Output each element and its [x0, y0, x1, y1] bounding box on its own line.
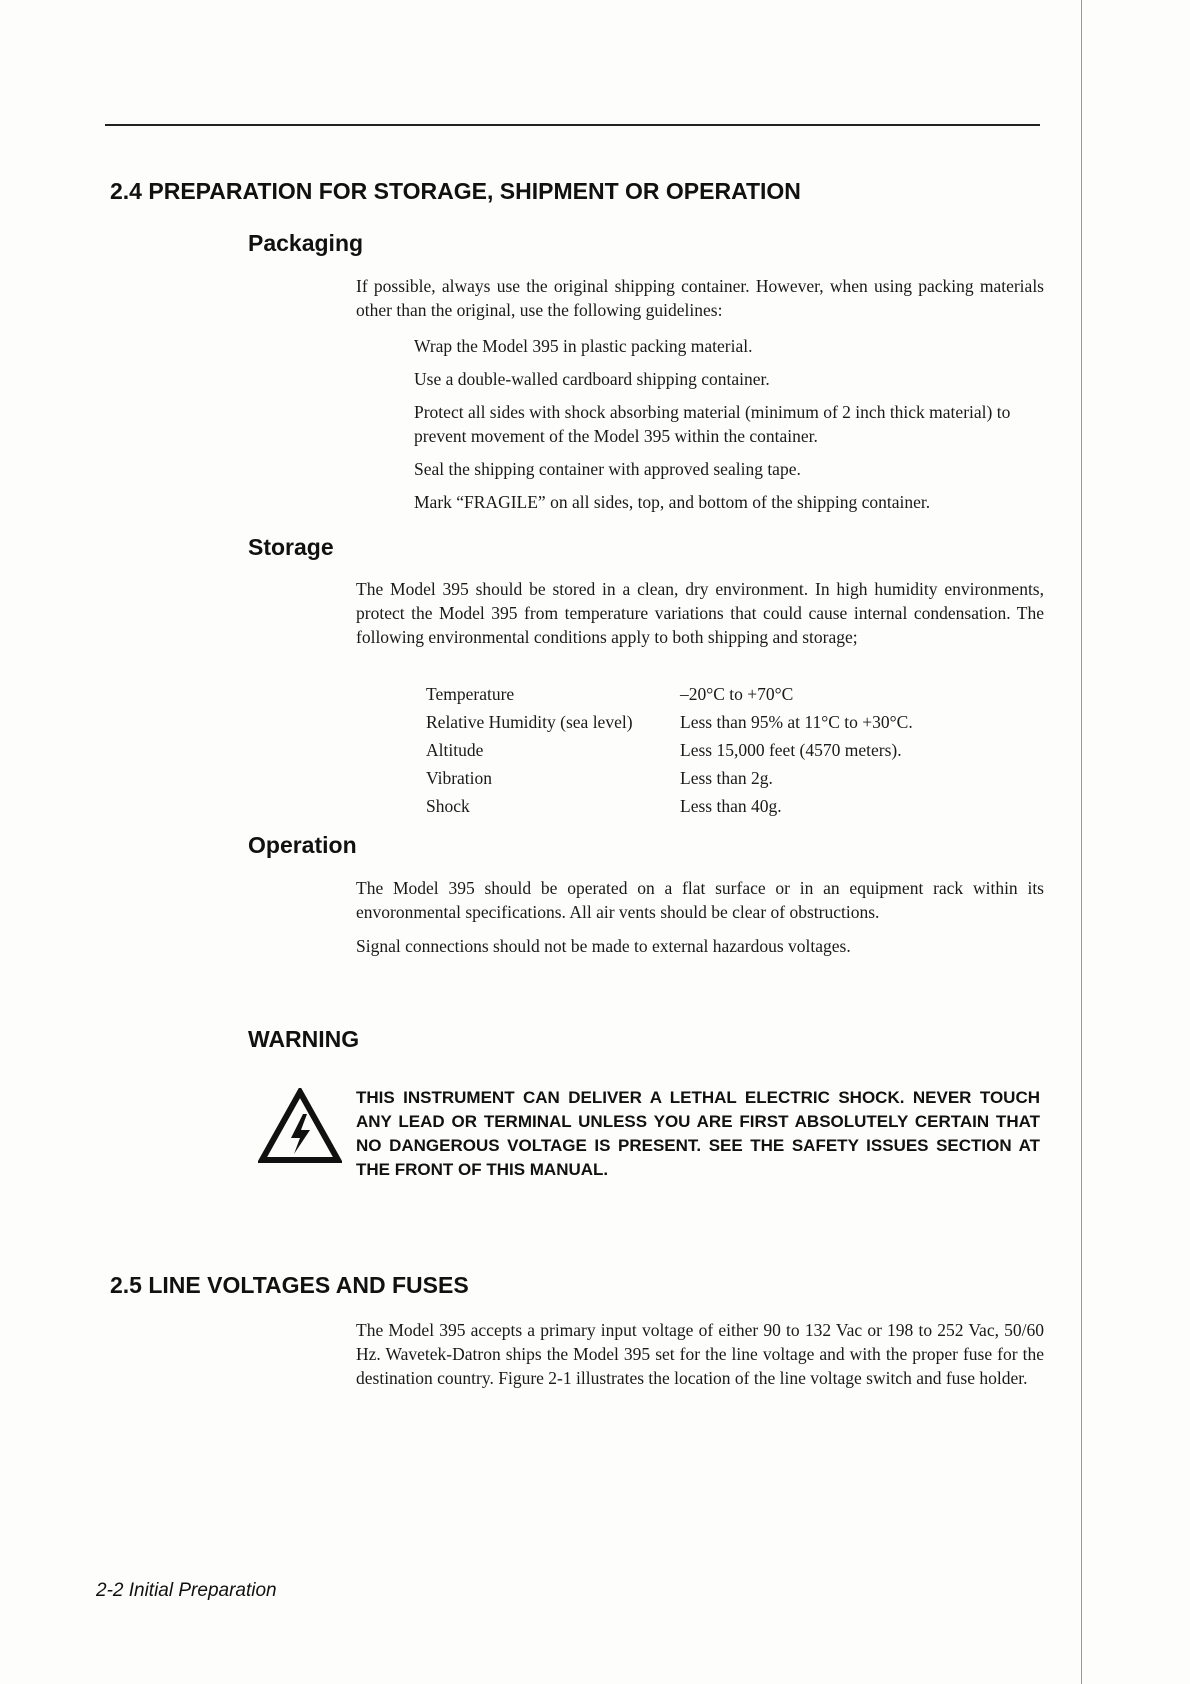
condition-name: Vibration	[426, 768, 493, 788]
operation-paragraph-2: Signal connections should not be made to external hazardous voltages.	[356, 936, 851, 956]
section-heading-2-5: 2.5 LINE VOLTAGES AND FUSES	[110, 1272, 469, 1298]
header-rule	[105, 124, 1040, 126]
list-item: Use a double-walled cardboard shipping container.	[414, 369, 770, 389]
packaging-guidelines-list	[414, 334, 1044, 523]
condition-value: –20°C to +70°C	[680, 684, 794, 704]
warning-heading: WARNING	[248, 1026, 360, 1052]
list-item: Seal the shipping container with approved sealing tape.	[414, 459, 801, 479]
condition-name: Altitude	[426, 740, 484, 760]
condition-value: Less than 40g.	[680, 796, 782, 816]
table-row	[426, 740, 913, 768]
packaging-heading: Packaging	[248, 230, 364, 256]
operation-paragraph-1: The Model 395 should be operated on a flat surface or in an equipment rack within its envoronmental specifications. All air vents should be clear of obstructions.	[356, 878, 1044, 922]
list-item: Wrap the Model 395 in plastic packing material.	[414, 336, 753, 356]
environmental-conditions-table	[426, 684, 913, 824]
table-row	[426, 796, 913, 824]
table-row	[426, 684, 913, 712]
section-heading-2-4: 2.4 PREPARATION FOR STORAGE, SHIPMENT OR OPERATION	[110, 178, 801, 204]
condition-value: Less than 2g.	[680, 768, 773, 788]
condition-name: Relative Humidity (sea level)	[426, 712, 633, 732]
high-voltage-warning-icon	[258, 1088, 342, 1164]
table-row	[426, 712, 913, 740]
warning-text: THIS INSTRUMENT CAN DELIVER A LETHAL ELECTRIC SHOCK. NEVER TOUCH ANY LEAD OR TERMINAL UNLESS YOU ARE FIRST ABSOLUTELY CERTAIN THAT NO DANGEROUS VOLTAGE IS PRESENT. SEE THE SAFETY ISSUES SECTION AT THE FRONT OF THIS MANUAL.	[356, 1088, 1040, 1179]
condition-value: Less than 95% at 11°C to +30°C.	[680, 712, 913, 732]
condition-value: Less 15,000 feet (4570 meters).	[680, 740, 902, 760]
condition-name: Temperature	[426, 684, 515, 704]
storage-heading: Storage	[248, 534, 334, 560]
storage-intro: The Model 395 should be stored in a clean, dry environment. In high humidity environments, protect the Model 395 from temperature variations that could cause internal condensation. The following environmental conditions apply to both shipping and storage;	[356, 579, 1044, 647]
operation-heading: Operation	[248, 832, 357, 858]
condition-name: Shock	[426, 796, 470, 816]
list-item: Protect all sides with shock absorbing material (minimum of 2 inch thick material) to prevent movement of the Model 395 within the container.	[414, 402, 1011, 446]
packaging-intro: If possible, always use the original shipping container. However, when using packing materials other than the original, use the following guidelines:	[356, 276, 1044, 320]
list-item: Mark “FRAGILE” on all sides, top, and bottom of the shipping container.	[414, 492, 931, 512]
table-row	[426, 768, 913, 796]
line-voltage-paragraph: The Model 395 accepts a primary input voltage of either 90 to 132 Vac or 198 to 252 Vac, 50/60 Hz. Wavetek-Datron ships the Model 395 set for the line voltage and with the proper fuse for the destination country. Figure 2-1 illustrates the location of the line voltage switch and fuse holder.	[356, 1320, 1044, 1388]
page-edge-line	[1081, 0, 1082, 1684]
page-footer: 2-2 Initial Preparation	[96, 1580, 277, 1601]
